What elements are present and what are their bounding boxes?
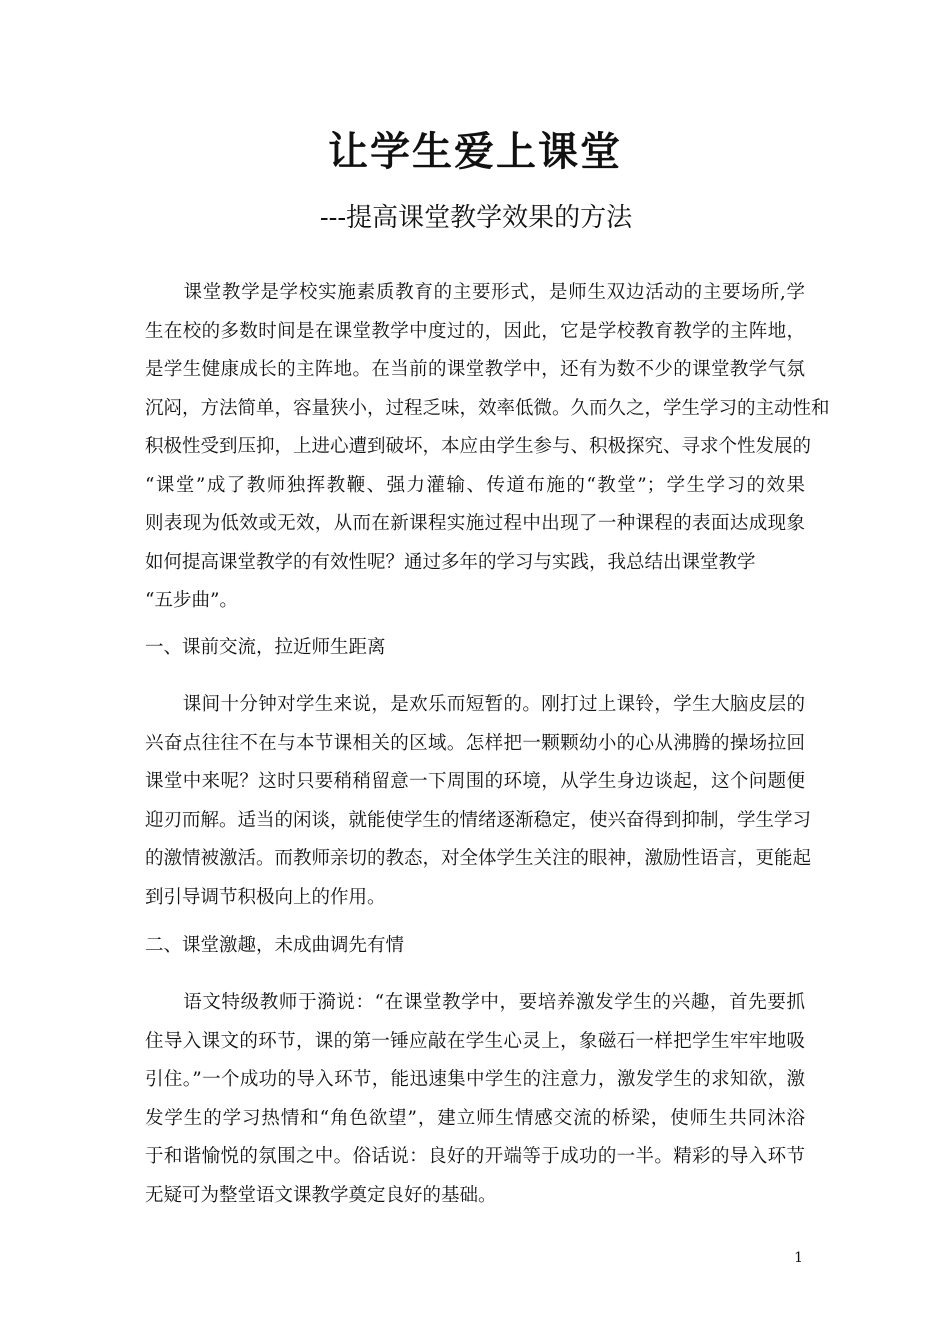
paragraph-line: 无疑可为整堂语文课教学奠定良好的基础。: [145, 1184, 497, 1206]
paragraph-line: 积极性受到压抑，上进心遭到破坏，本应由学生参与、积极探究、寻求个性发展的: [145, 436, 812, 457]
paragraph-line: “五步曲”。: [145, 590, 238, 611]
paragraph-line: 引住。”一个成功的导入环节，能迅速集中学生的注意力，激发学生的求知欲，激: [145, 1069, 805, 1090]
paragraph-line: 到引导调节积极向上的作用。: [145, 886, 386, 908]
page-number: 1: [794, 1250, 803, 1266]
section-heading-2: 二、课堂激趣，未成曲调先有情: [145, 935, 405, 956]
intro-paragraph: [145, 274, 830, 621]
paragraph-line: 生在校的多数时间是在课堂教学中度过的，因此，它是学校教育教学的主阵地，: [145, 320, 805, 342]
paragraph-line: 于和谐愉悦的氛围之中。俗话说：良好的开端等于成功的一半。精彩的导入环节: [145, 1146, 805, 1167]
paragraph-line: 则表现为低效或无效，从而在新课程实施过程中出现了一种课程的表面达成现象: [145, 513, 805, 534]
paragraph-line: “课堂”成了教师独挥教鞭、强力灌输、传道布施的“教堂”；学生学习的效果: [145, 474, 805, 496]
paragraph-line: 如何提高课堂教学的有效性呢？通过多年的学习与实践，我总结出课堂教学: [145, 551, 756, 573]
paragraph-line: 兴奋点往往不在与本节课相关的区域。怎样把一颗颗幼小的心从沸腾的操场拉回: [145, 732, 805, 754]
section-1-paragraph: [145, 686, 812, 917]
paragraph-line: 迎刃而解。适当的闲谈，就能使学生的情绪逐渐稳定，使兴奋得到抑制，学生学习: [145, 809, 812, 831]
document-title: 让学生爱上课堂: [328, 128, 622, 175]
section-heading-1: 一、课前交流，拉近师生距离: [145, 637, 386, 658]
paragraph-line: 沉闷，方法简单，容量狭小，过程乏味，效率低微。久而久之，学生学习的主动性和: [145, 397, 830, 419]
paragraph-line: 是学生健康成长的主阵地。在当前的课堂教学中，还有为数不少的课堂教学气氛: [145, 359, 805, 380]
paragraph-line: 发学生的学习热情和“角色欲望”，建立师生情感交流的桥梁，使师生共同沐浴: [145, 1107, 805, 1129]
paragraph-line: 课间十分钟对学生来说，是欢乐而短暂的。刚打过上课铃，学生大脑皮层的: [145, 694, 805, 715]
paragraph-line: 住导入课文的环节，课的第一锤应敲在学生心灵上，象磁石一样把学生牢牢地吸: [145, 1030, 805, 1052]
section-2-paragraph: [145, 984, 805, 1215]
paragraph-line: 的激情被激活。而教师亲切的教态，对全体学生关注的眼神，激励性语言，更能起: [145, 848, 812, 869]
paragraph-line: 语文特级教师于漪说：“在课堂教学中，要培养激发学生的兴趣，首先要抓: [145, 992, 805, 1013]
paragraph-line: 课堂教学是学校实施素质教育的主要形式，是师生双边活动的主要场所,学: [145, 282, 805, 303]
document-subtitle: ---提高课堂教学效果的方法: [319, 203, 633, 233]
paragraph-line: 课堂中来呢？这时只要稍稍留意一下周围的环境，从学生身边谈起，这个问题便: [145, 771, 805, 792]
